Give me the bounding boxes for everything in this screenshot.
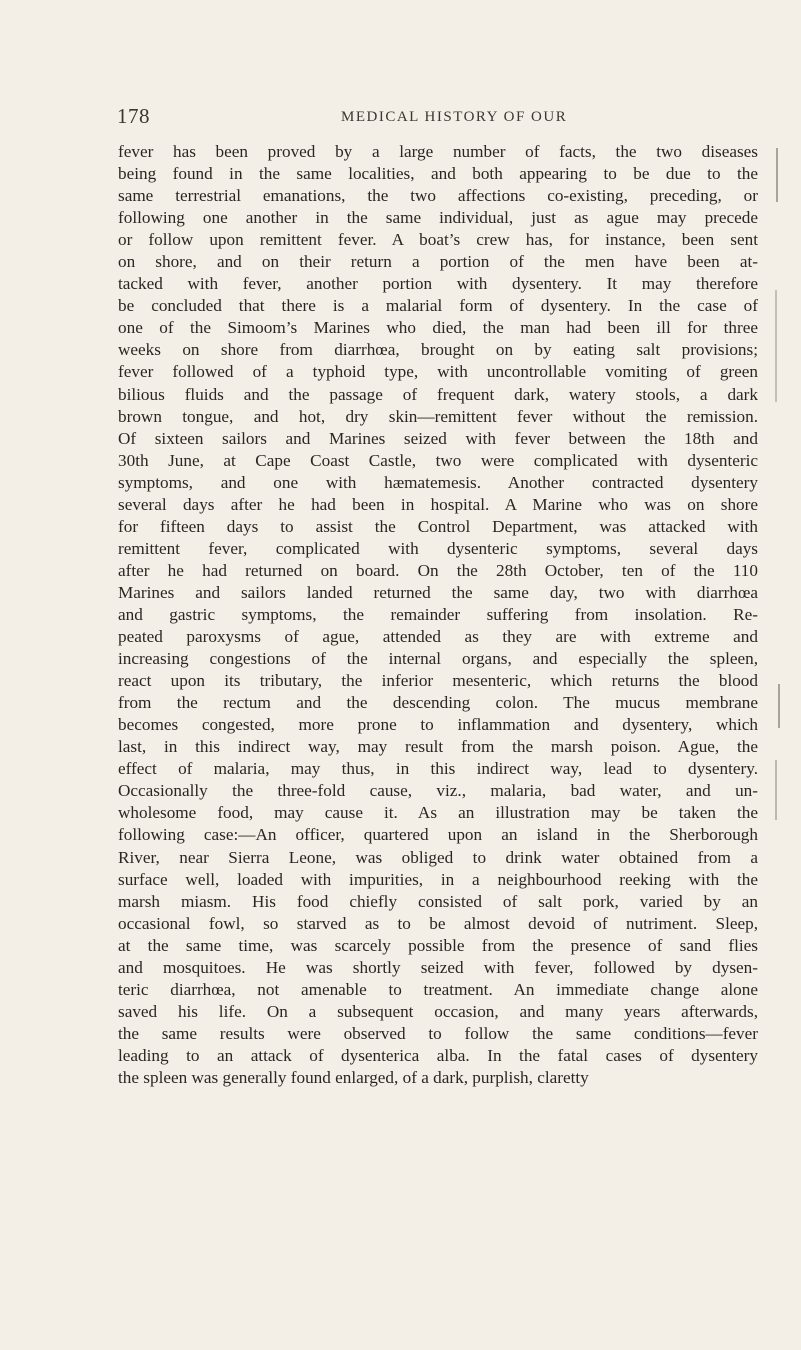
text-line: increasing congestions of the internal organs, and especially the spleen, [118, 649, 758, 669]
text-line: Marines and sailors landed returned the same day, two with diarrhœa [118, 582, 758, 602]
text-line: Of sixteen sailors and Marines seized with fever between the 18th and [118, 428, 758, 448]
text-line: symptoms, and one with hæmatemesis. Another contracted dysentery [118, 472, 758, 492]
page-edge-mark [778, 684, 780, 728]
text-line: one of the Simoom’s Marines who died, the man had been ill for three [118, 318, 758, 338]
text-line: becomes congested, more prone to inflammation and dysentery, which [118, 715, 758, 735]
text-line: saved his life. On a subsequent occasion, and many years afterwards, [118, 1001, 758, 1021]
text-line: marsh miasm. His food chiefly consisted of salt pork, varied by an [118, 891, 758, 911]
text-line: weeks on shore from diarrhœa, brought on by eating salt provisions; [118, 340, 758, 360]
text-line: River, near Sierra Leone, was obliged to drink water obtained from a [118, 847, 758, 867]
text-line: 30th June, at Cape Coast Castle, two were complicated with dysenteric [118, 450, 758, 470]
text-line: being found in the same localities, and both appearing to be due to the [118, 164, 758, 184]
text-line: brown tongue, and hot, dry skin—remittent fever without the remission. [118, 406, 758, 426]
text-line: wholesome food, may cause it. As an illustration may be taken the [118, 803, 758, 823]
text-line: the same results were observed to follow the same conditions—fever [118, 1023, 758, 1043]
text-line: bilious fluids and the passage of frequent dark, watery stools, a dark [118, 384, 758, 404]
text-line: react upon its tributary, the inferior mesenteric, which returns the blood [118, 671, 758, 691]
running-head: MEDICAL HISTORY OF OUR [341, 109, 568, 125]
text-line: from the rectum and the descending colon. The mucus membrane [118, 693, 758, 713]
text-line: following one another in the same individual, just as ague may precede [118, 208, 758, 228]
page-number: 178 [117, 104, 150, 128]
page-edge-mark [776, 148, 778, 202]
text-line: occasional fowl, so starved as to be almost devoid of nutriment. Sleep, [118, 913, 758, 933]
text-line: surface well, loaded with impurities, in a neighbourhood reeking with the [118, 869, 758, 889]
text-line: and mosquitoes. He was shortly seized with fever, followed by dysen- [118, 957, 758, 977]
text-line: the spleen was generally found enlarged, of a dark, purplish, claretty [118, 1067, 589, 1087]
text-line: tacked with fever, another portion with dysentery. It may therefore [118, 274, 758, 294]
text-line: last, in this indirect way, may result from the marsh poison. Ague, the [118, 737, 758, 757]
text-line: teric diarrhœa, not amenable to treatment. An immediate change alone [118, 979, 758, 999]
text-line: and gastric symptoms, the remainder suffering from insolation. Re- [118, 604, 758, 624]
text-line: fever has been proved by a large number of facts, the two diseases [118, 142, 758, 161]
page-edge-mark [775, 290, 777, 402]
page-edge-mark [775, 760, 777, 820]
text-line: after he had returned on board. On the 28th October, ten of the 110 [118, 560, 758, 580]
text-line: effect of malaria, may thus, in this indirect way, lead to dysentery. [118, 759, 758, 779]
text-line: same terrestrial emanations, the two affections co-existing, preceding, or [118, 186, 758, 206]
text-line: peated paroxysms of ague, attended as they are with extreme and [118, 627, 758, 647]
text-line: leading to an attack of dysenterica alba. In the fatal cases of dysentery [118, 1045, 758, 1065]
text-line: Occasionally the three-fold cause, viz., malaria, bad water, and un- [118, 781, 758, 801]
text-line: several days after he had been in hospital. A Marine who was on shore [118, 494, 758, 514]
text-line: remittent fever, complicated with dysenteric symptoms, several days [118, 538, 758, 558]
text-line: for fifteen days to assist the Control Department, was attacked with [118, 516, 758, 536]
text-line: fever followed of a typhoid type, with uncontrollable vomiting of green [118, 362, 758, 382]
text-line: on shore, and on their return a portion of the men have been at- [118, 252, 758, 272]
text-line: following case:—An officer, quartered upon an island in the Sherborough [118, 825, 758, 845]
text-line: or follow upon remittent fever. A boat’s crew has, for instance, been sent [118, 230, 758, 250]
body-text [118, 141, 758, 1089]
text-line: be concluded that there is a malarial form of dysentery. In the case of [118, 296, 758, 316]
text-line: at the same time, was scarcely possible from the presence of sand flies [118, 935, 758, 955]
